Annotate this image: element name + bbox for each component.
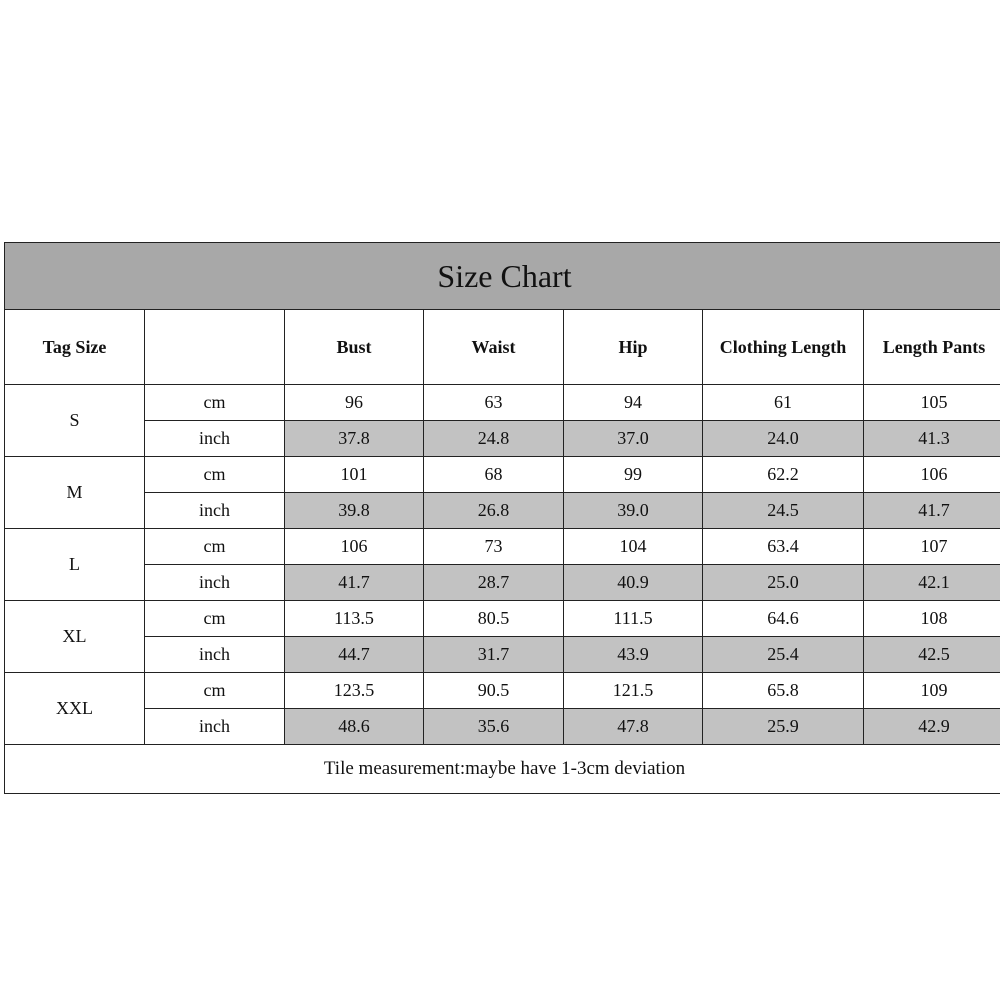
value-cell: 68 (424, 457, 564, 493)
unit-cell: cm (145, 529, 285, 565)
value-cell: 42.5 (864, 637, 1000, 673)
unit-cell: inch (145, 493, 285, 529)
value-cell: 111.5 (564, 601, 703, 637)
value-cell: 63 (424, 385, 564, 421)
value-cell: 61 (703, 385, 864, 421)
value-cell: 43.9 (564, 637, 703, 673)
value-cell: 48.6 (285, 709, 424, 745)
value-cell: 73 (424, 529, 564, 565)
value-cell: 107 (864, 529, 1000, 565)
value-cell: 105 (864, 385, 1000, 421)
table-row-cm (5, 673, 1000, 709)
value-cell: 94 (564, 385, 703, 421)
value-cell: 109 (864, 673, 1000, 709)
value-cell: 28.7 (424, 565, 564, 601)
table-row-inch (5, 637, 1000, 673)
value-cell: 44.7 (285, 637, 424, 673)
value-cell: 42.1 (864, 565, 1000, 601)
unit-cell: inch (145, 421, 285, 457)
value-cell: 37.8 (285, 421, 424, 457)
header-length-pants: Length Pants (864, 310, 1000, 385)
value-cell: 63.4 (703, 529, 864, 565)
size-chart-table (4, 242, 1000, 794)
value-cell: 40.9 (564, 565, 703, 601)
value-cell: 64.6 (703, 601, 864, 637)
value-cell: 31.7 (424, 637, 564, 673)
value-cell: 90.5 (424, 673, 564, 709)
value-cell: 37.0 (564, 421, 703, 457)
value-cell: 104 (564, 529, 703, 565)
value-cell: 42.9 (864, 709, 1000, 745)
unit-cell: cm (145, 673, 285, 709)
value-cell: 123.5 (285, 673, 424, 709)
value-cell: 108 (864, 601, 1000, 637)
value-cell: 35.6 (424, 709, 564, 745)
unit-cell: cm (145, 385, 285, 421)
table-row-inch (5, 493, 1000, 529)
value-cell: 25.4 (703, 637, 864, 673)
unit-cell: inch (145, 637, 285, 673)
value-cell: 121.5 (564, 673, 703, 709)
value-cell: 26.8 (424, 493, 564, 529)
header-bust: Bust (285, 310, 424, 385)
unit-cell: inch (145, 709, 285, 745)
table-row-inch (5, 709, 1000, 745)
tag-size-cell: L (5, 529, 145, 601)
value-cell: 96 (285, 385, 424, 421)
unit-cell: inch (145, 565, 285, 601)
header-clothing-length: Clothing Length (703, 310, 864, 385)
value-cell: 101 (285, 457, 424, 493)
value-cell: 24.0 (703, 421, 864, 457)
value-cell: 80.5 (424, 601, 564, 637)
value-cell: 47.8 (564, 709, 703, 745)
value-cell: 106 (864, 457, 1000, 493)
table-row-inch (5, 421, 1000, 457)
value-cell: 41.3 (864, 421, 1000, 457)
header-hip: Hip (564, 310, 703, 385)
table-row-inch (5, 565, 1000, 601)
tag-size-cell: M (5, 457, 145, 529)
value-cell: 41.7 (864, 493, 1000, 529)
value-cell: 65.8 (703, 673, 864, 709)
value-cell: 39.0 (564, 493, 703, 529)
value-cell: 39.8 (285, 493, 424, 529)
unit-cell: cm (145, 601, 285, 637)
measurement-note: Tile measurement:maybe have 1-3cm deviation (5, 745, 1000, 794)
value-cell: 106 (285, 529, 424, 565)
size-chart (4, 242, 1000, 794)
tag-size-cell: XXL (5, 673, 145, 745)
value-cell: 62.2 (703, 457, 864, 493)
note-row (5, 745, 1000, 794)
value-cell: 25.0 (703, 565, 864, 601)
header-row (5, 310, 1000, 385)
header-unit (145, 310, 285, 385)
table-row-cm (5, 457, 1000, 493)
header-waist: Waist (424, 310, 564, 385)
value-cell: 25.9 (703, 709, 864, 745)
chart-title: Size Chart (5, 243, 1000, 310)
header-tag-size: Tag Size (5, 310, 145, 385)
table-row-cm (5, 601, 1000, 637)
value-cell: 41.7 (285, 565, 424, 601)
value-cell: 113.5 (285, 601, 424, 637)
table-row-cm (5, 385, 1000, 421)
value-cell: 24.5 (703, 493, 864, 529)
tag-size-cell: S (5, 385, 145, 457)
tag-size-cell: XL (5, 601, 145, 673)
value-cell: 24.8 (424, 421, 564, 457)
unit-cell: cm (145, 457, 285, 493)
table-row-cm (5, 529, 1000, 565)
value-cell: 99 (564, 457, 703, 493)
